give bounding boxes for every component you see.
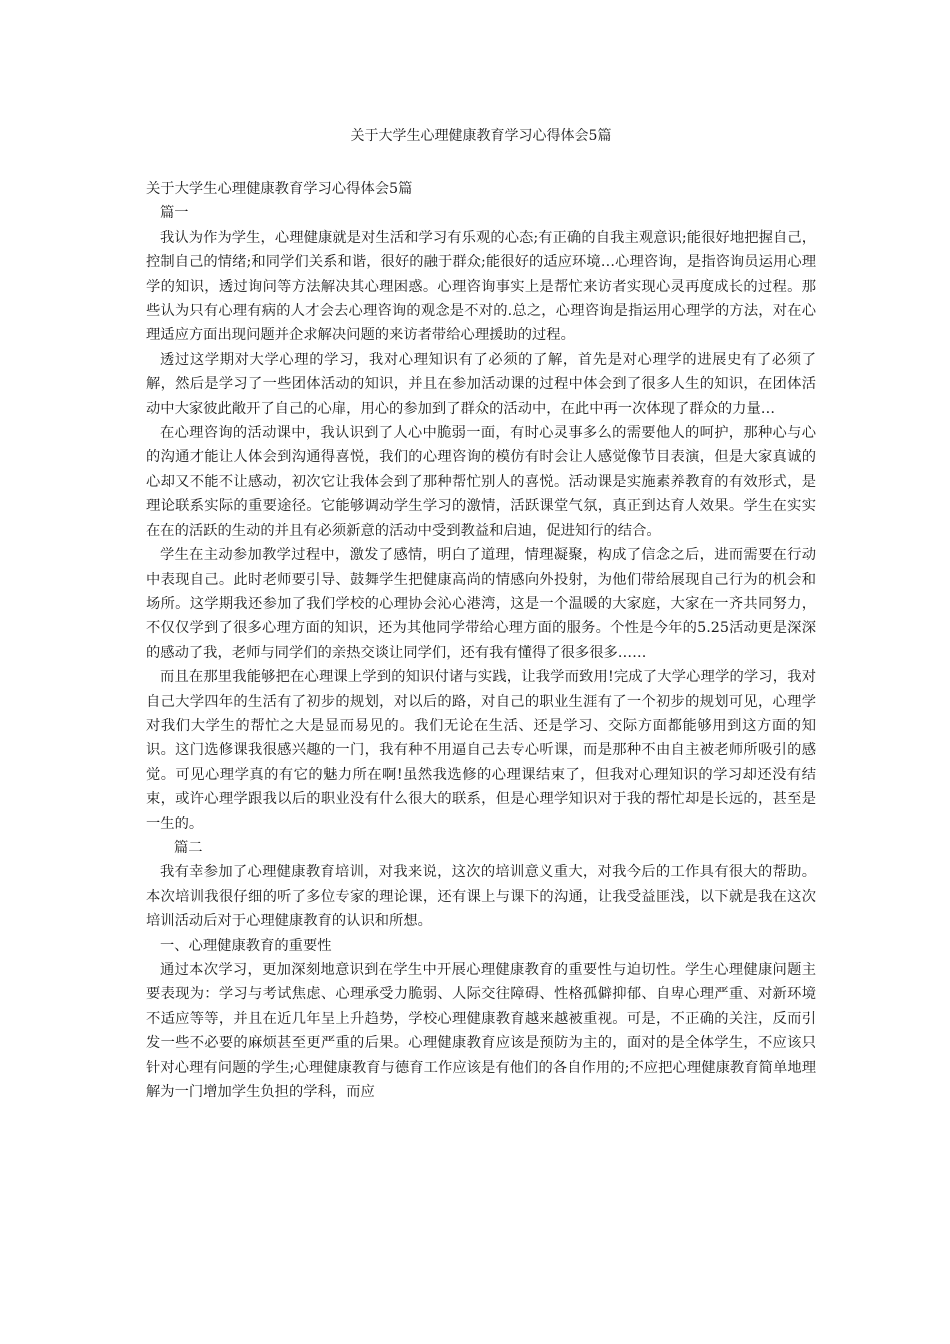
section-label-2: 篇二: [174, 839, 203, 856]
page-title: 关于大学生心理健康教育学习心得体会5篇: [350, 128, 612, 144]
paragraph: 透过这学期对大学心理的学习，我对心理知识有了必须的了解，首先是对心理学的进展史有了必须了解，然后是学习了一些团体活动的知识，并且在参加活动课的过程中体会到了很多人生的知识，在团体活动中大家彼此敞开了自己的心扉，用心的参加到了群众的活动中，在此中再一次体现了群众的力量…: [146, 351, 816, 417]
paragraph: 而且在那里我能够把在心理课上学到的知识付诸与实践，让我学而致用!完成了大学心理学的学习，我对自己大学四年的生活有了初步的规划，对以后的路，对自己的职业生涯有了一个初步的规划可见，心理学对我们大学生的帮忙之大是显而易见的。我们无论在生活、还是学习、交际方面都能够用到这方面的知识。这门选修课我很感兴趣的一门，我有种不用逼自己去专心听课，而是那种不由自主被老师所吸引的感觉。可见心理学真的有它的魅力所在啊!虽然我选修的心理课结束了，但我对心理知识的学习却还没有结束，或许心理学跟我以后的职业没有什么很大的联系，但是心理学知识对于我的帮忙却是长远的，甚至是一生的。: [146, 669, 816, 832]
paragraph: 在心理咨询的活动课中，我认识到了人心中脆弱一面，有时心灵事多么的需要他人的呵护，那种心与心的沟通才能让人体会到沟通得喜悦，我们的心理咨询的模仿有时会让人感觉像节目表演，但是大家真诚的心却又不能不让感动，初次它让我体会到了那种帮忙别人的喜悦。活动课是实施素养教育的有效形式，是理论联系实际的重要途径。它能够调动学生学习的激情，活跃课堂气氛，真正到达育人效果。学生在实实在在的活跃的生动的并且有必须新意的活动中受到教益和启迪，促进知行的结合。: [146, 425, 816, 539]
paragraph: 我认为作为学生，心理健康就是对生活和学习有乐观的心态;有正确的自我主观意识;能很好地把握自己，控制自己的情绪;和同学们关系和谐，很好的融于群众;能很好的适应环境…心理咨询，是指咨询员运用心理学的知识，透过询问等方法解决其心理困惑。心理咨询事实上是帮忙来访者实现心灵再度成长的过程。那些认为只有心理有病的人才会去心理咨询的观念是不对的.总之，心理咨询是指运用心理学的方法，对在心理适应方面出现问题并企求解决问题的来访者带给心理援助的过程。: [146, 229, 816, 344]
document-body: [146, 177, 816, 1104]
subheading: 一、心理健康教育的重要性: [160, 937, 332, 954]
paragraph: 通过本次学习，更加深刻地意识到在学生中开展心理健康教育的重要性与迫切性。学生心理健康问题主要表现为：学习与考试焦虑、心理承受力脆弱、人际交往障碍、性格孤僻抑郁、自卑心理严重、对新环境不适应等等，并且在近几年呈上升趋势，学校心理健康教育越来越被重视。可是，不正确的关注，反而引发一些不必要的麻烦甚至更严重的后果。心理健康教育应该是预防为主的，面对的是全体学生，不应该只针对心理有问题的学生;心理健康教育与德育工作应该是有他们的各自作用的;不应把心理健康教育简单地理解为一门增加学生负担的学科，而应: [146, 962, 816, 1101]
paragraph: 学生在主动参加教学过程中，激发了感情，明白了道理，情理凝聚，构成了信念之后，进而需要在行动中表现自己。此时老师要引导、鼓舞学生把健康高尚的情感向外投射，为他们带给展现自己行为的机会和场所。这学期我还参加了我们学校的心理协会沁心港湾，这是一个温暖的大家庭，大家在一齐共同努力，不仅仅学到了很多心理方面的知识，还为其他同学带给心理方面的服务。个性是今年的5.25活动更是深深的感动了我，老师与同学们的亲热交谈让同学们，还有我有懂得了很多很多……: [146, 547, 816, 661]
section-label-1: 篇一: [160, 205, 189, 222]
document-heading: 关于大学生心理健康教育学习心得体会5篇: [146, 181, 413, 197]
paragraph: 我有幸参加了心理健康教育培训，对我来说，这次的培训意义重大，对我今后的工作具有很大的帮助。本次培训我很仔细的听了多位专家的理论课，还有课上与课下的沟通，让我受益匪浅，以下就是我在这次培训活动后对于心理健康教育的认识和所想。: [146, 864, 816, 930]
